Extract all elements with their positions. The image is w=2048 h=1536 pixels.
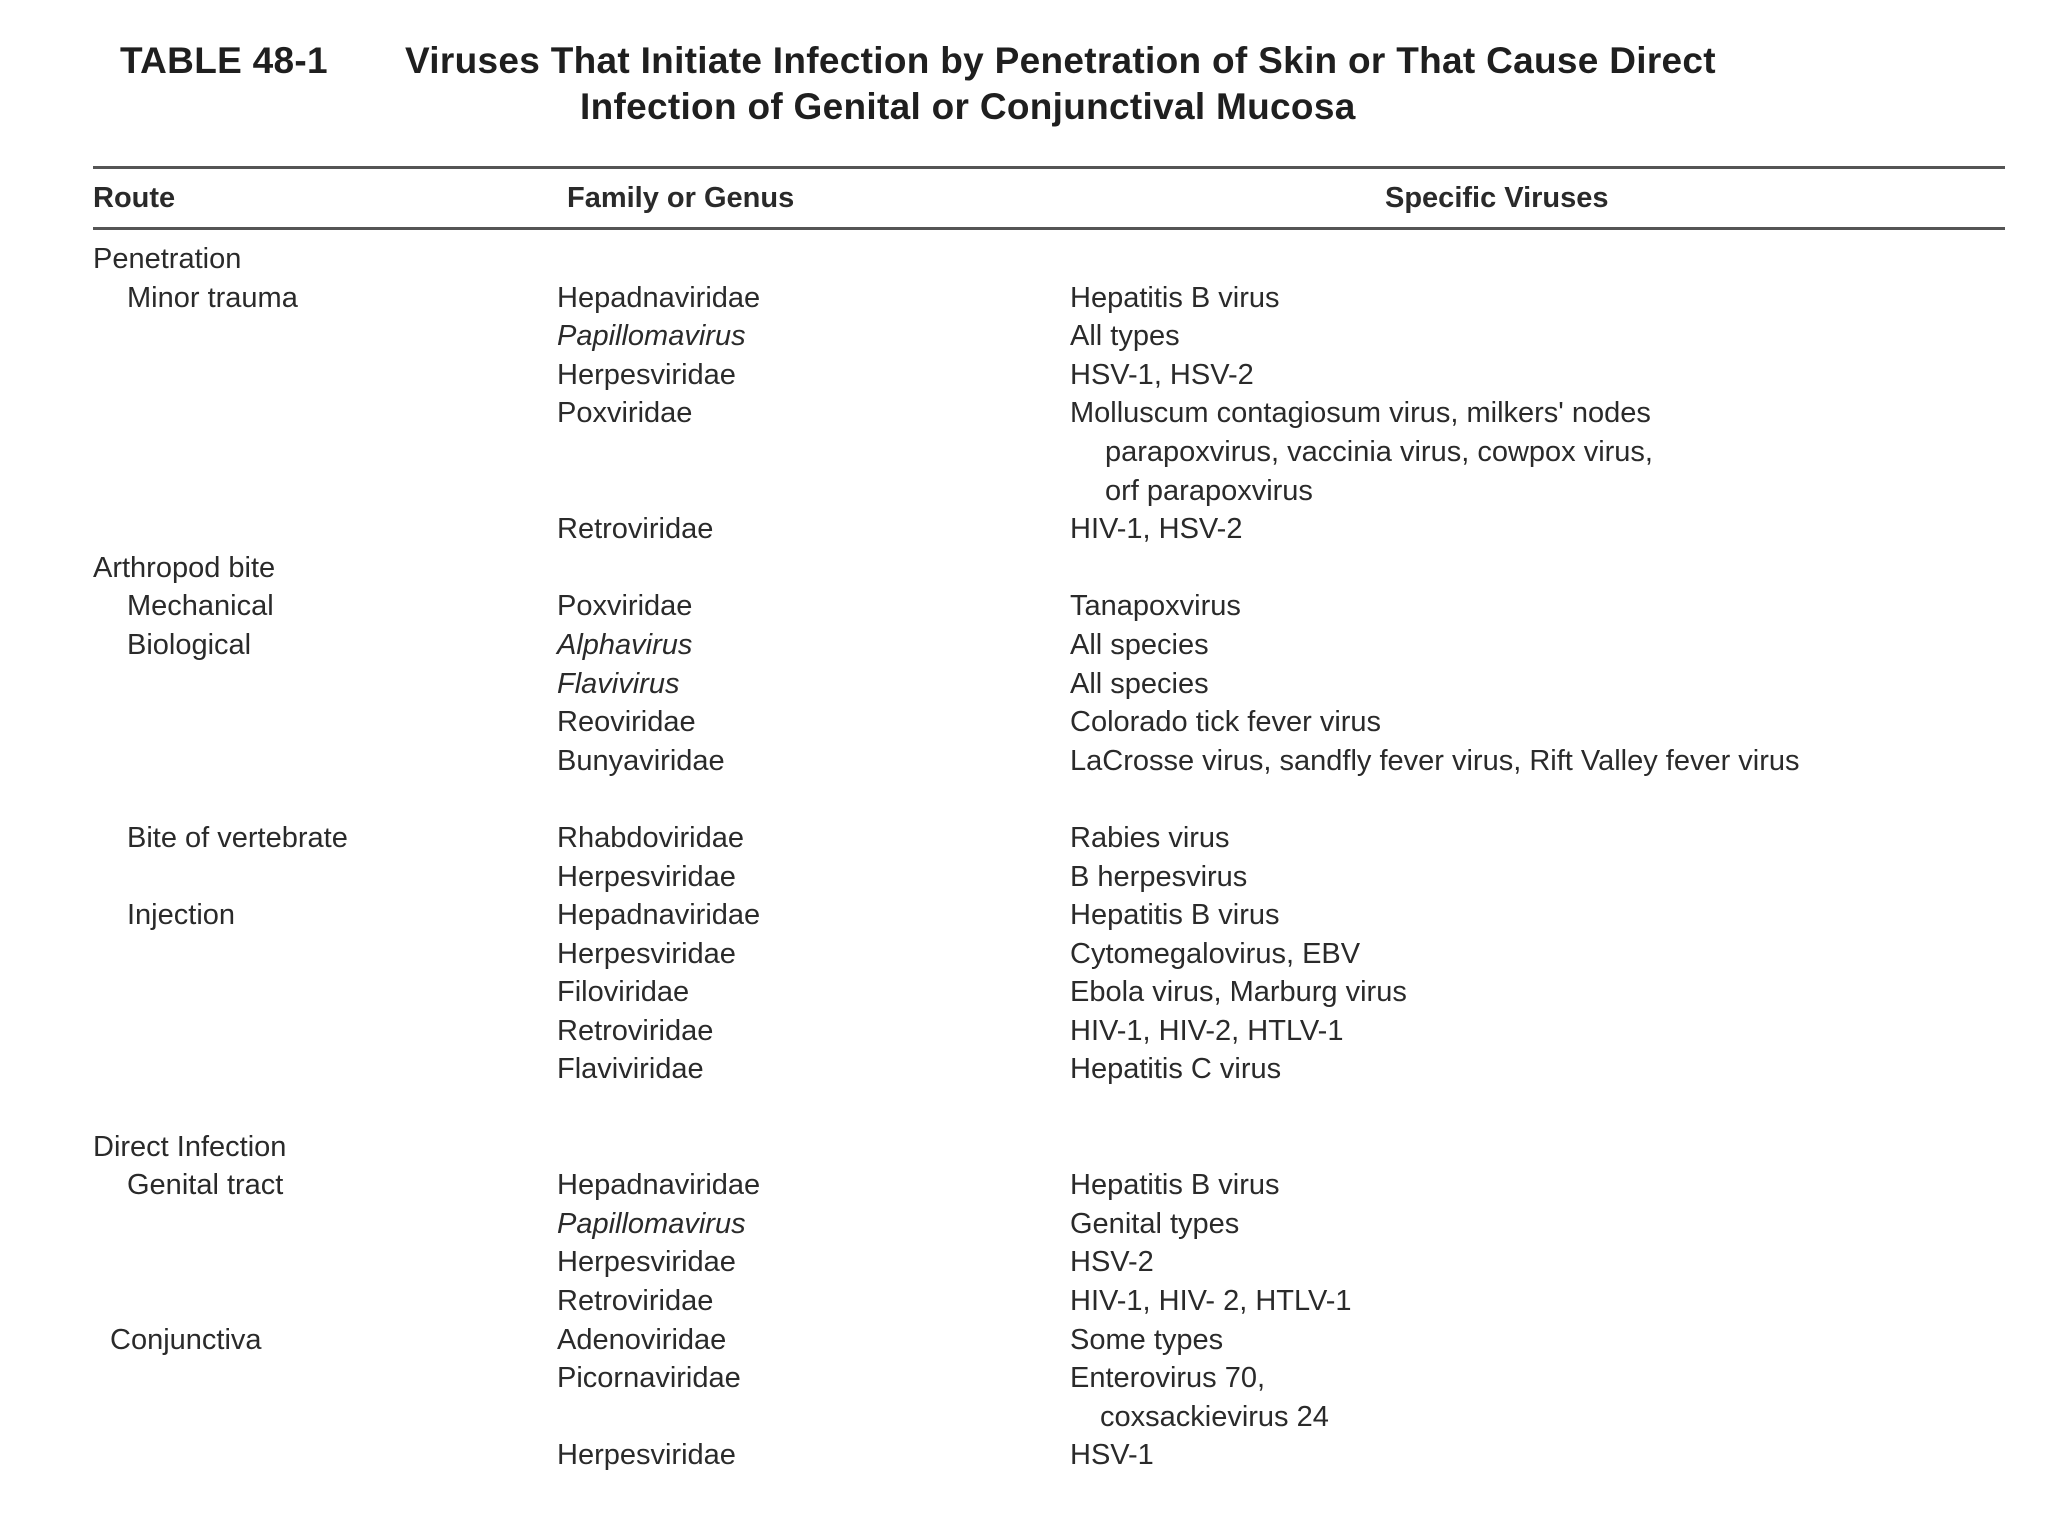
route-cell: Genital tract <box>127 1169 284 1202</box>
table-row <box>0 510 2048 549</box>
header-family: Family or Genus <box>567 182 795 214</box>
table-label: TABLE 48-1 <box>120 40 328 81</box>
specific-cell: Colorado tick fever virus <box>1070 706 1382 739</box>
specific-cell: Hepatitis B virus <box>1070 1169 1280 1202</box>
route-cell: Bite of vertebrate <box>127 821 348 854</box>
specific-cell: Ebola virus, Marburg virus <box>1070 976 1407 1009</box>
family-cell: Retroviridae <box>557 1014 714 1047</box>
specific-cell: Rabies virus <box>1070 821 1230 854</box>
specific-cell: All types <box>1070 320 1180 353</box>
specific-cell: All species <box>1070 628 1209 661</box>
route-cell: Conjunctiva <box>110 1323 262 1356</box>
table-row <box>0 433 2048 472</box>
family-cell: Picornaviridae <box>557 1362 741 1395</box>
route-cell: Arthropod bite <box>93 551 276 584</box>
family-cell: Rhabdoviridae <box>557 821 745 854</box>
table-row <box>0 819 2048 858</box>
table-row-spacer <box>0 780 2048 819</box>
table-row <box>0 1166 2048 1205</box>
table-row <box>0 1282 2048 1321</box>
specific-cell: Enterovirus 70, <box>1070 1362 1266 1395</box>
table-row <box>0 1050 2048 1089</box>
family-cell: Herpesviridae <box>557 937 736 970</box>
family-cell: Hepadnaviridae <box>557 899 761 932</box>
specific-cell: Some types <box>1070 1323 1224 1356</box>
specific-cell: parapoxvirus, vaccinia virus, cowpox virus, <box>1105 435 1653 468</box>
family-cell: Poxviridae <box>557 397 693 430</box>
specific-cell: HSV-1, HSV-2 <box>1070 358 1254 391</box>
family-cell: Adenoviridae <box>557 1323 727 1356</box>
table-row <box>0 1436 2048 1475</box>
table-row <box>0 1243 2048 1282</box>
specific-cell: coxsackievirus 24 <box>1100 1400 1329 1433</box>
table-title-text-2: Infection of Genital or Conjunctival Mucosa <box>580 86 1356 127</box>
specific-cell: HIV-1, HIV- 2, HTLV-1 <box>1070 1285 1352 1318</box>
specific-cell: HIV-1, HSV-2 <box>1070 513 1243 546</box>
table-row <box>0 472 2048 511</box>
specific-cell: HSV-2 <box>1070 1246 1154 1279</box>
table-body <box>0 240 2048 1475</box>
specific-cell: Hepatitis B virus <box>1070 899 1280 932</box>
family-cell: Alphavirus <box>557 628 693 661</box>
table-row <box>0 394 2048 433</box>
family-cell: Reoviridae <box>557 706 696 739</box>
specific-cell: Cytomegalovirus, EBV <box>1070 937 1361 970</box>
family-cell: Papillomavirus <box>557 320 746 353</box>
table-row <box>0 549 2048 588</box>
table-row <box>0 665 2048 704</box>
table-title <box>120 38 2000 130</box>
table-header-row <box>0 174 2048 222</box>
family-cell: Flavivirus <box>557 667 680 700</box>
table-title-text-1: Viruses That Initiate Infection by Penetration of Skin or That Cause Direct <box>405 40 1716 81</box>
table-row <box>0 587 2048 626</box>
specific-cell: Molluscum contagiosum virus, milkers' nodes <box>1070 397 1651 430</box>
family-cell: Herpesviridae <box>557 1246 736 1279</box>
header-top-rule <box>93 166 2005 169</box>
table-row <box>0 973 2048 1012</box>
table-row <box>0 1128 2048 1167</box>
table-row <box>0 703 2048 742</box>
family-cell: Herpesviridae <box>557 358 736 391</box>
route-cell: Minor trauma <box>127 281 298 314</box>
table-row <box>0 279 2048 318</box>
table-row <box>0 240 2048 279</box>
table-row <box>0 356 2048 395</box>
table-row <box>0 1205 2048 1244</box>
family-cell: Flaviviridae <box>557 1053 704 1086</box>
specific-cell: HIV-1, HIV-2, HTLV-1 <box>1070 1014 1344 1047</box>
family-cell: Papillomavirus <box>557 1207 746 1240</box>
specific-cell <box>1070 742 1800 781</box>
table-row <box>0 935 2048 974</box>
specific-cell: Hepatitis C virus <box>1070 1053 1282 1086</box>
family-cell: Bunyaviridae <box>557 744 725 777</box>
specific-cell: B herpesvirus <box>1070 860 1248 893</box>
specific-cell: Tanapoxvirus <box>1070 590 1241 623</box>
specific-cell-text: LaCrosse virus, sandfly fever virus, Rift Valley fever virus <box>1070 744 1800 777</box>
header-route: Route <box>93 182 176 214</box>
specific-cell: orf parapoxvirus <box>1105 474 1313 507</box>
table-title-line1 <box>120 38 2000 84</box>
table-row <box>0 1398 2048 1437</box>
route-cell: Direct Infection <box>93 1130 287 1163</box>
specific-cell: All species <box>1070 667 1209 700</box>
route-cell: Injection <box>127 899 236 932</box>
table-row <box>0 858 2048 897</box>
route-cell: Biological <box>127 628 252 661</box>
family-cell: Retroviridae <box>557 1285 714 1318</box>
specific-cell: Genital types <box>1070 1207 1240 1240</box>
route-cell: Penetration <box>93 243 242 275</box>
table-row-spacer <box>0 1089 2048 1128</box>
table-row <box>0 626 2048 665</box>
table-row <box>0 1321 2048 1360</box>
table-row <box>0 317 2048 356</box>
family-cell: Hepadnaviridae <box>557 281 761 314</box>
route-cell: Mechanical <box>127 590 274 623</box>
header-bottom-rule <box>93 227 2005 230</box>
family-cell: Poxviridae <box>557 590 693 623</box>
table-row <box>0 1012 2048 1051</box>
table-row <box>0 742 2048 781</box>
family-cell: Filoviridae <box>557 976 690 1009</box>
header-specific: Specific Viruses <box>1385 182 1609 214</box>
family-cell: Retroviridae <box>557 513 714 546</box>
table-row <box>0 896 2048 935</box>
specific-cell: HSV-1 <box>1070 1439 1154 1472</box>
specific-cell: Hepatitis B virus <box>1070 281 1280 314</box>
family-cell: Hepadnaviridae <box>557 1169 761 1202</box>
family-cell: Herpesviridae <box>557 860 736 893</box>
table-row <box>0 1359 2048 1398</box>
family-cell: Herpesviridae <box>557 1439 736 1472</box>
